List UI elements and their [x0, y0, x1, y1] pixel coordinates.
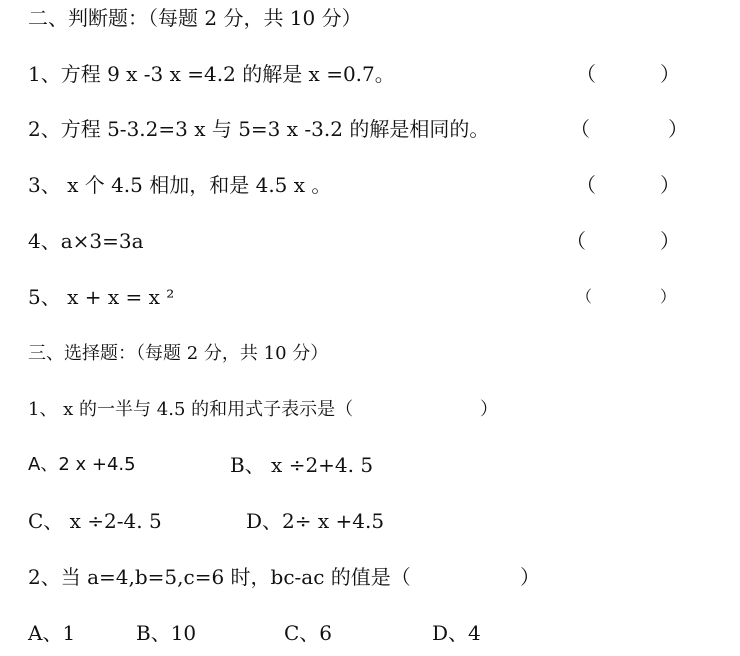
- option-d: D、4: [432, 621, 481, 645]
- option-b: B、10: [136, 621, 197, 645]
- judgment-item-4-text: 4、a×3=3a: [28, 229, 144, 253]
- answer-paren-open: （: [576, 173, 596, 197]
- judgment-item-2-text: 2、方程 5-3.2=3 x 与 5=3 x -3.2 的解是相同的。: [28, 117, 490, 141]
- answer-paren-close: ）: [660, 173, 680, 197]
- judgment-item-3-text: 3、 x 个 4.5 相加，和是 4.5 x 。: [28, 173, 332, 197]
- option-a: A、1: [28, 621, 76, 645]
- option-c: C、6: [284, 621, 333, 645]
- section3-heading: 三、选择题：（每题 2 分，共 10 分）: [28, 343, 329, 364]
- option-c: C、 x ÷2-4. 5: [28, 509, 162, 533]
- answer-paren-close: ）: [660, 62, 680, 86]
- judgment-item-5-text: 5、 x + x = x ²: [28, 285, 175, 309]
- choice-question-2-stem: 2、当 a=4,b=5,c=6 时，bc-ac 的值是（: [28, 565, 411, 589]
- answer-paren-open: （: [576, 62, 596, 86]
- answer-paren-open: （: [576, 287, 593, 306]
- answer-paren-close: ）: [660, 229, 680, 253]
- answer-paren-close: ）: [660, 287, 677, 306]
- answer-paren-close: ）: [520, 565, 540, 589]
- section2-heading: 二、判断题：（每题 2 分，共 10 分）: [28, 6, 362, 30]
- choice-question-1-stem: 1、 x 的一半与 4.5 的和用式子表示是（: [28, 399, 354, 420]
- answer-paren-close: ）: [480, 399, 498, 420]
- option-b: B、 x ÷2+4. 5: [230, 453, 374, 477]
- option-d: D、2÷ x +4.5: [246, 509, 385, 533]
- option-a: A、2 x +4.5: [28, 454, 136, 475]
- judgment-item-1-text: 1、方程 9 x -3 x =4.2 的解是 x =0.7。: [28, 62, 395, 86]
- answer-paren-close: ）: [668, 117, 688, 141]
- answer-paren-open: （: [570, 117, 590, 141]
- answer-paren-open: （: [566, 229, 586, 253]
